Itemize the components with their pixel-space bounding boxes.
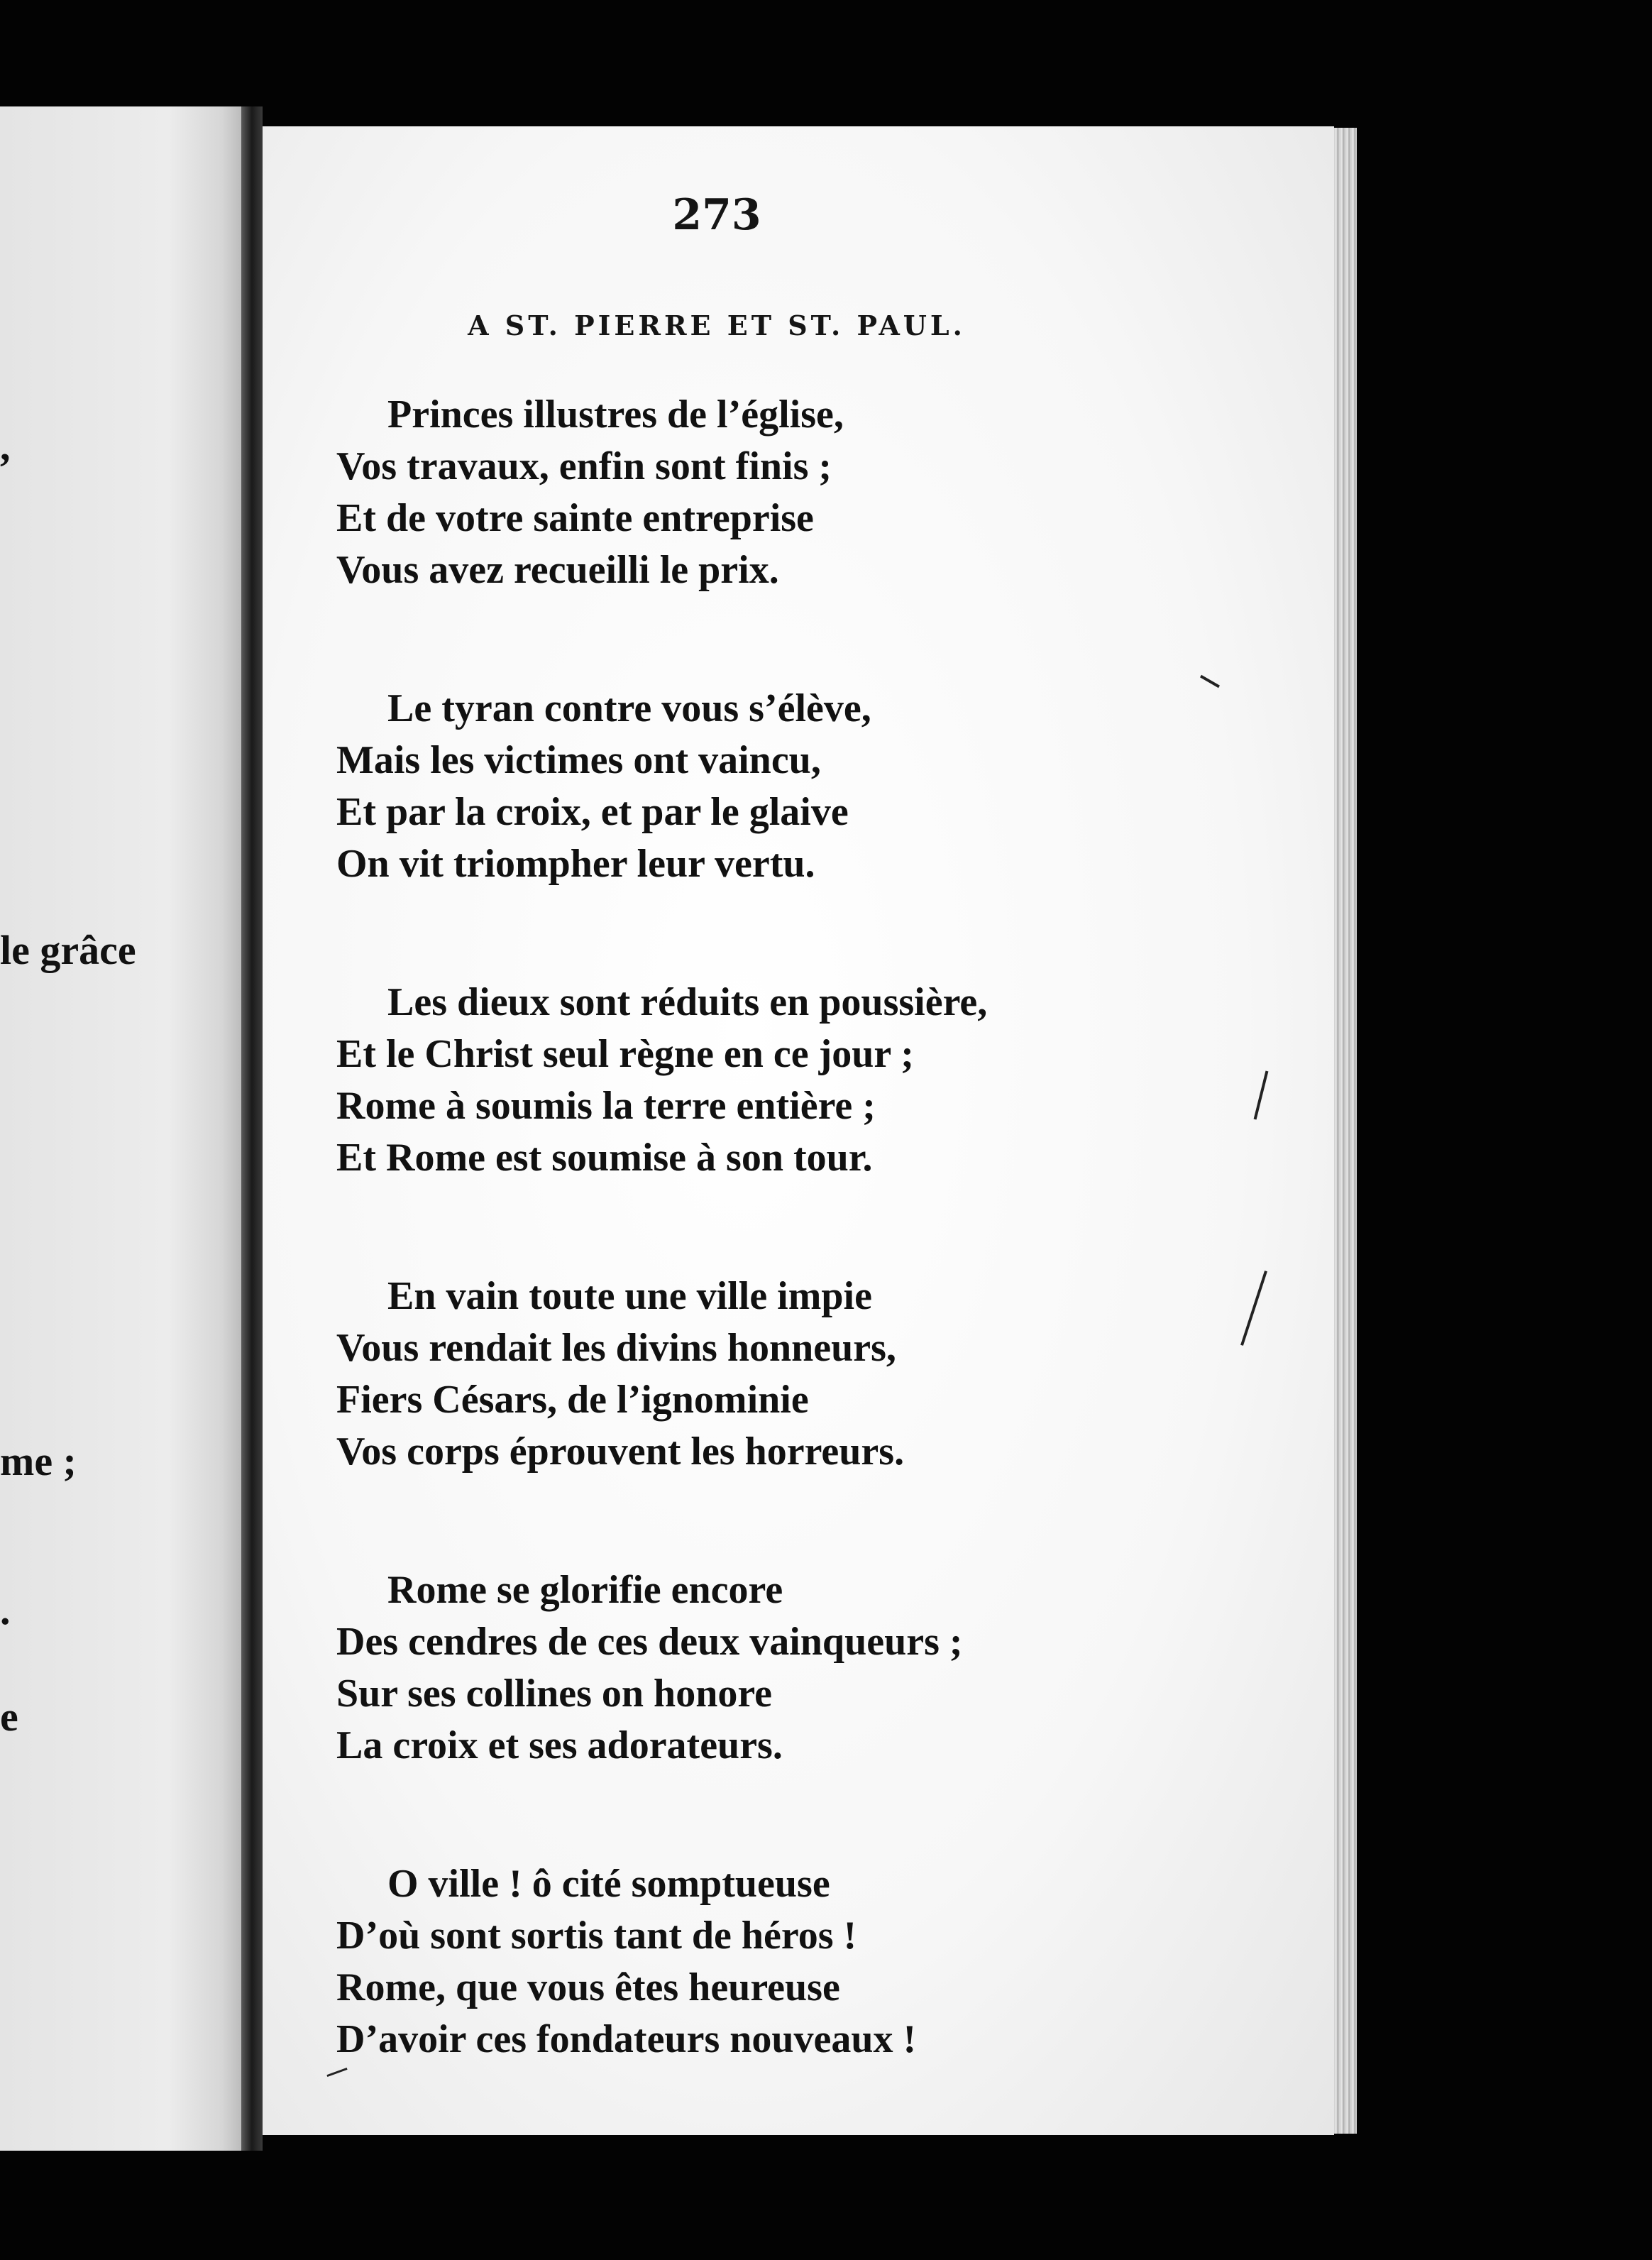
stanza (336, 1564, 1316, 1772)
verse-line: Le tyran contre vous s’élève, (387, 686, 871, 730)
previous-page-edge (0, 106, 241, 2151)
poem-body (336, 389, 1316, 2135)
verse-line: D’où sont sortis tant de héros ! (336, 1914, 857, 1958)
verse-line: Et par la croix, et par le glaive (336, 790, 849, 834)
stanza (336, 683, 1316, 890)
verse-line: On vit triompher leur vertu. (336, 842, 815, 886)
verse-line: Vos corps éprouvent les horreurs. (336, 1430, 905, 1474)
page-stack-edge (1334, 128, 1357, 2134)
verse-line: Et le Christ seul règne en ce jour ; (336, 1032, 914, 1076)
verse-line: D’avoir ces fondateurs nouveaux ! (336, 2017, 917, 2061)
verse-line: Rome se glorifie encore (387, 1568, 783, 1612)
poem-title: A ST. PIERRE ET ST. PAUL. (468, 309, 966, 341)
verse-line: Sur ses collines on honore (336, 1672, 773, 1716)
verse-line: Vous avez recueilli le prix. (336, 548, 779, 592)
verse-line: Fiers Césars, de l’ignominie (336, 1378, 809, 1422)
stanza (336, 977, 1316, 1184)
verse-line: Les dieux sont réduits en poussière, (387, 980, 988, 1024)
verse-line: Princes illustres de l’église, (387, 393, 844, 437)
verse-line: O ville ! ô cité somptueuse (387, 1862, 830, 1906)
verse-line: Rome à soumis la terre entière ; (336, 1084, 876, 1128)
verse-line: Mais les victimes ont vaincu, (336, 738, 821, 782)
verse-line: Vous rendait les divins honneurs, (336, 1326, 896, 1370)
verse-line: Des cendres de ces deux vainqueurs ; (336, 1620, 963, 1664)
page-number: 273 (672, 190, 761, 240)
verse-line: En vain toute une ville impie (387, 1274, 872, 1318)
left-page-fragment: . (0, 1587, 11, 1633)
left-page-fragment: e (0, 1694, 18, 1740)
verse-line: Et Rome est soumise à son tour. (336, 1136, 873, 1180)
stanza (336, 1271, 1316, 1478)
book-gutter (241, 106, 263, 2151)
left-page-fragment: me ; (0, 1438, 77, 1484)
verse-line: Et de votre sainte entreprise (336, 496, 814, 540)
book-page (263, 126, 1334, 2135)
verse-line: La croix et ses adorateurs. (336, 1723, 783, 1767)
stanza (336, 1858, 1316, 2066)
verse-line: Rome, que vous êtes heureuse (336, 1965, 840, 2009)
left-page-fragment: , (0, 423, 11, 469)
left-page-fragment: le grâce (0, 927, 136, 973)
stanza (336, 389, 1316, 596)
verse-line: Vos travaux, enfin sont finis ; (336, 444, 832, 488)
